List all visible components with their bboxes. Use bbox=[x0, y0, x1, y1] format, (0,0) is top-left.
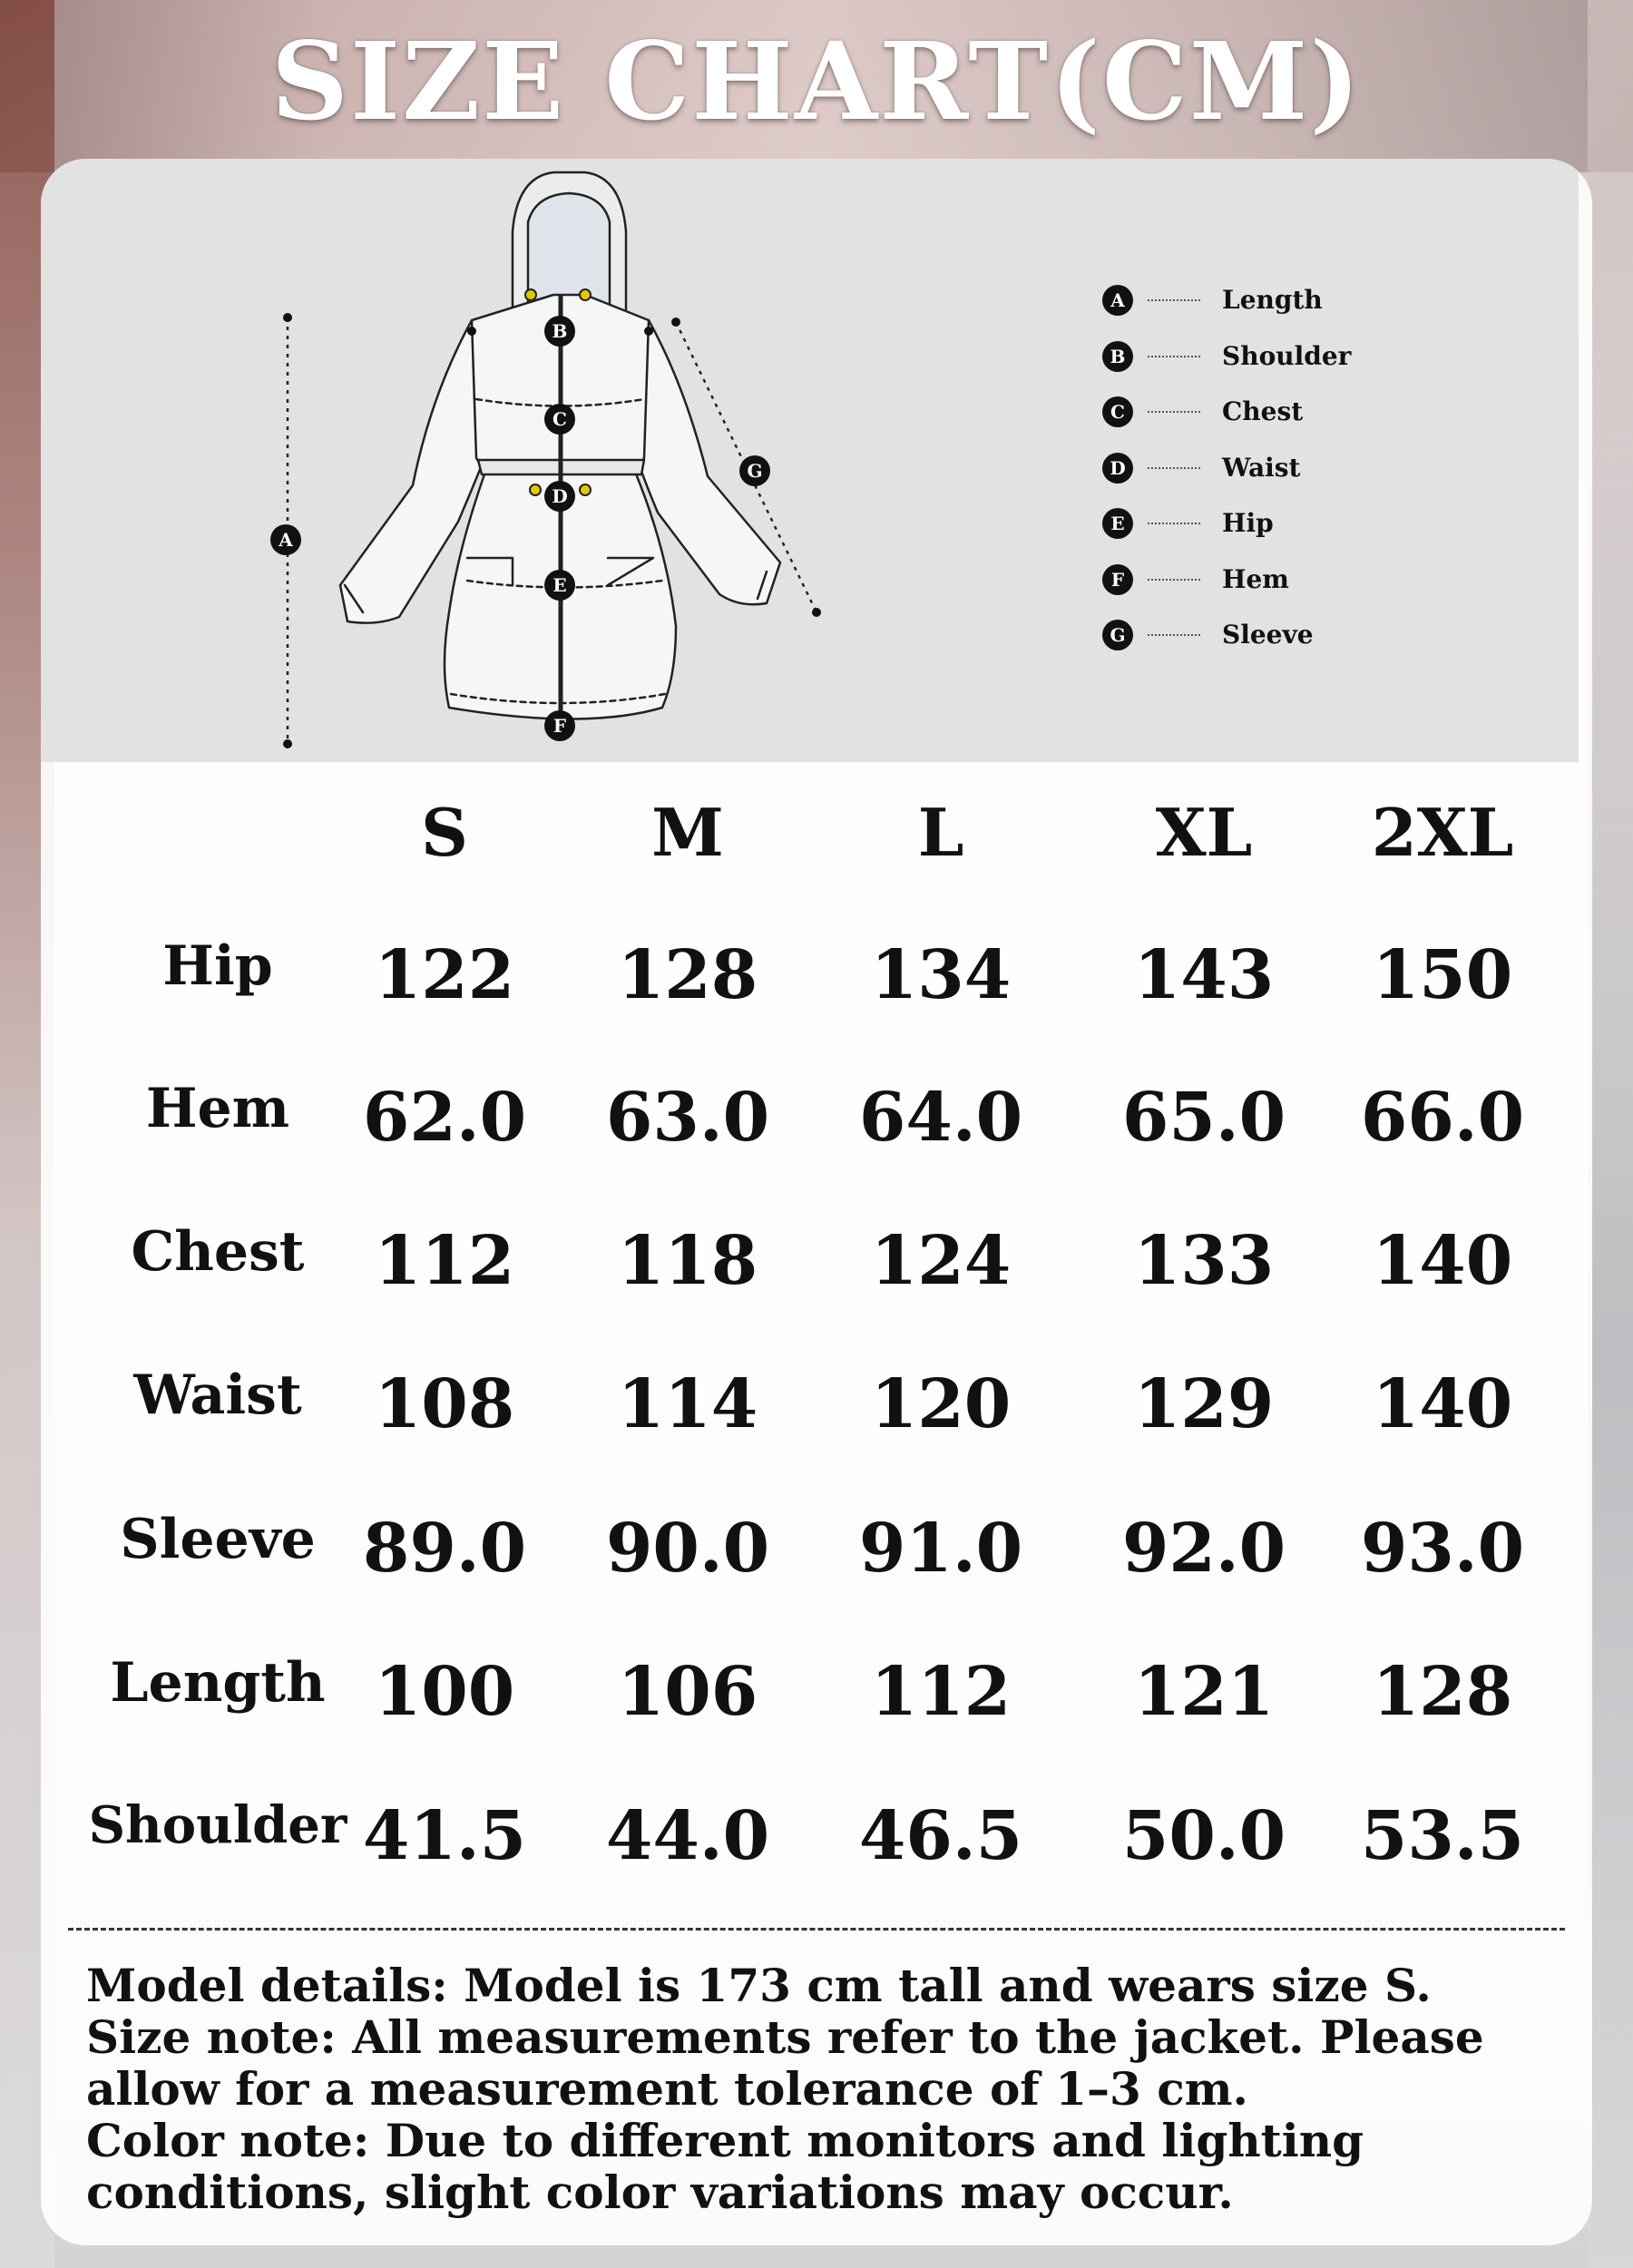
row-label-chest: Chest bbox=[131, 1220, 305, 1284]
table-cell: 120 bbox=[870, 1365, 1012, 1443]
size-header-xl: XL bbox=[1155, 794, 1253, 871]
size-chart-card bbox=[41, 159, 1592, 2245]
background-right bbox=[1588, 0, 1633, 2268]
size-header-m: M bbox=[651, 794, 724, 871]
marker-d bbox=[544, 481, 575, 512]
legend-label: Shoulder bbox=[1222, 341, 1352, 371]
legend-dash bbox=[1148, 299, 1200, 301]
table-cell: 64.0 bbox=[858, 1079, 1023, 1157]
table-cell: 114 bbox=[617, 1365, 758, 1443]
legend-dash bbox=[1148, 411, 1200, 413]
table-cell: 44.0 bbox=[605, 1797, 770, 1875]
table-cell: 65.0 bbox=[1121, 1079, 1286, 1157]
legend-item-waist bbox=[1102, 449, 1429, 485]
legend-item-hem bbox=[1102, 561, 1429, 597]
divider bbox=[68, 1928, 1565, 1931]
table-cell: 133 bbox=[1133, 1222, 1275, 1300]
legend-item-length bbox=[1102, 281, 1429, 318]
legend-badge: A bbox=[1102, 285, 1133, 316]
legend-label: Hem bbox=[1222, 564, 1289, 594]
table-cell: 91.0 bbox=[858, 1510, 1023, 1588]
table-cell: 108 bbox=[374, 1365, 515, 1443]
marker-b bbox=[544, 316, 575, 347]
legend-item-sleeve bbox=[1102, 616, 1429, 652]
marker-e bbox=[544, 570, 575, 601]
legend-label: Waist bbox=[1222, 453, 1301, 483]
table-cell: 122 bbox=[374, 936, 515, 1014]
table-cell: 100 bbox=[374, 1653, 515, 1731]
row-label-hip: Hip bbox=[162, 934, 273, 998]
legend-item-hip bbox=[1102, 504, 1429, 541]
svg-text:A: A bbox=[279, 529, 293, 551]
legend-badge: F bbox=[1102, 564, 1133, 595]
color-note: Color note: Due to different monitors and lighting conditions, slight color variations may occur. bbox=[86, 2114, 1364, 2219]
table-cell: 46.5 bbox=[858, 1797, 1023, 1875]
legend-dash bbox=[1148, 467, 1200, 469]
table-cell: 41.5 bbox=[362, 1797, 527, 1875]
legend-dash bbox=[1148, 579, 1200, 581]
legend-item-chest bbox=[1102, 393, 1429, 429]
table-cell: 124 bbox=[870, 1222, 1012, 1300]
svg-text:G: G bbox=[747, 460, 763, 482]
table-cell: 50.0 bbox=[1121, 1797, 1286, 1875]
row-label-waist: Waist bbox=[133, 1364, 302, 1427]
marker-f bbox=[544, 710, 575, 741]
table-cell: 92.0 bbox=[1121, 1510, 1286, 1588]
table-cell: 112 bbox=[870, 1653, 1012, 1731]
notes bbox=[86, 1960, 1574, 2218]
legend-badge: C bbox=[1102, 396, 1133, 427]
size-header-l: L bbox=[917, 794, 964, 871]
table-cell: 128 bbox=[1372, 1653, 1513, 1731]
legend-badge: D bbox=[1102, 453, 1133, 484]
row-label-length: Length bbox=[110, 1651, 326, 1715]
table-cell: 118 bbox=[617, 1222, 758, 1300]
svg-text:F: F bbox=[552, 715, 567, 737]
table-cell: 53.5 bbox=[1360, 1797, 1525, 1875]
marker-c bbox=[544, 404, 575, 435]
table-cell: 128 bbox=[617, 936, 758, 1014]
table-cell: 63.0 bbox=[605, 1079, 770, 1157]
legend-label: Length bbox=[1222, 285, 1323, 315]
legend-dash bbox=[1148, 634, 1200, 636]
table-cell: 140 bbox=[1372, 1222, 1513, 1300]
table-cell: 66.0 bbox=[1360, 1079, 1525, 1157]
table-cell: 121 bbox=[1133, 1653, 1275, 1731]
size-header-s: S bbox=[421, 794, 468, 871]
table-cell: 134 bbox=[870, 936, 1012, 1014]
legend-item-shoulder bbox=[1102, 337, 1429, 374]
svg-text:D: D bbox=[552, 485, 568, 507]
legend-badge: B bbox=[1102, 341, 1133, 372]
table-cell: 90.0 bbox=[605, 1510, 770, 1588]
row-label-sleeve: Sleeve bbox=[120, 1508, 316, 1571]
svg-text:C: C bbox=[552, 408, 567, 430]
legend-label: Chest bbox=[1222, 396, 1304, 426]
page-title: SIZE CHART(CM) bbox=[270, 18, 1363, 144]
table-cell: 62.0 bbox=[362, 1079, 527, 1157]
table-cell: 112 bbox=[374, 1222, 515, 1300]
marker-g bbox=[739, 455, 770, 486]
svg-text:B: B bbox=[552, 320, 568, 342]
table-cell: 89.0 bbox=[362, 1510, 527, 1588]
table-cell: 129 bbox=[1133, 1365, 1275, 1443]
table-cell: 140 bbox=[1372, 1365, 1513, 1443]
row-label-shoulder: Shoulder bbox=[88, 1795, 347, 1855]
table-cell: 143 bbox=[1133, 936, 1275, 1014]
legend-label: Hip bbox=[1222, 508, 1274, 538]
legend-badge: E bbox=[1102, 508, 1133, 539]
legend-dash bbox=[1148, 356, 1200, 357]
legend-dash bbox=[1148, 523, 1200, 524]
table-cell: 93.0 bbox=[1360, 1510, 1525, 1588]
diagram-panel bbox=[41, 159, 1579, 762]
legend-label: Sleeve bbox=[1222, 620, 1314, 650]
row-label-hem: Hem bbox=[145, 1077, 290, 1140]
table-cell: 106 bbox=[617, 1653, 758, 1731]
marker-a bbox=[270, 524, 301, 555]
model-details-note: Model details: Model is 173 cm tall and wears size S. bbox=[86, 1959, 1432, 2012]
size-header-2xl: 2XL bbox=[1371, 794, 1514, 871]
table-cell: 150 bbox=[1372, 936, 1513, 1014]
svg-text:E: E bbox=[552, 574, 567, 596]
size-note: Size note: All measurements refer to the jacket. Please allow for a measurement tolerance of 1–3 cm. bbox=[86, 2010, 1484, 2116]
legend-badge: G bbox=[1102, 620, 1133, 650]
